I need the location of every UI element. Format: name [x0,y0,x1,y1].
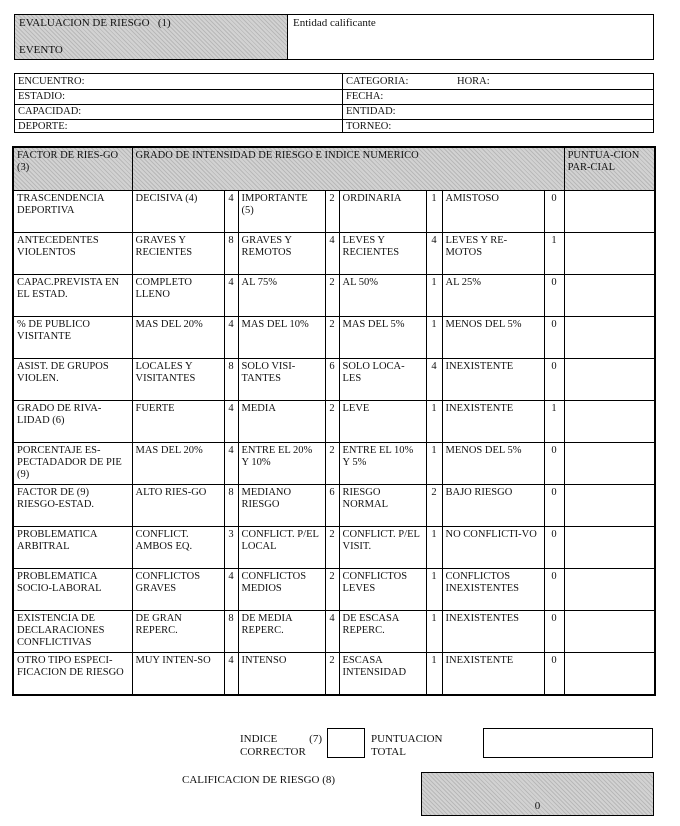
level-a-cell: FUERTE [132,401,224,443]
risk-table [12,146,656,696]
table-row [13,233,655,275]
partial-score-cell[interactable] [564,527,655,569]
level-d-score: 0 [544,275,564,317]
level-b-score: 4 [325,233,339,275]
level-a-score: 8 [224,233,238,275]
level-d-cell: LEVES Y RE-MOTOS [442,233,544,275]
level-d-cell: AL 25% [442,275,544,317]
indice-corrector-input[interactable] [327,728,365,758]
level-a-cell: GRAVES Y RECIENTES [132,233,224,275]
level-b-score: 2 [325,443,339,485]
level-d-score: 0 [544,611,564,653]
torneo-field[interactable]: TORNEO: [346,121,392,132]
level-a-cell: MAS DEL 20% [132,317,224,359]
level-b-cell: CONFLICT. P/EL LOCAL [238,527,325,569]
level-b-score: 2 [325,191,339,233]
table-row [13,527,655,569]
level-d-cell: MENOS DEL 5% [442,317,544,359]
factor-cell: ANTECEDENTES VIOLENTOS [13,233,132,275]
level-c-score: 1 [426,569,442,611]
hora-field[interactable]: HORA: [457,76,490,87]
partial-score-cell[interactable] [564,191,655,233]
level-c-score: 1 [426,443,442,485]
level-a-cell: ALTO RIES-GO [132,485,224,527]
level-c-cell: MAS DEL 5% [339,317,426,359]
table-row [13,611,655,653]
level-d-score: 0 [544,653,564,696]
level-a-score: 8 [224,359,238,401]
header-title-panel [15,15,288,59]
deporte-field[interactable]: DEPORTE: [18,121,68,132]
categoria-field[interactable]: CATEGORIA: [346,76,409,87]
table-row [13,443,655,485]
partial-score-cell[interactable] [564,485,655,527]
level-c-score: 4 [426,359,442,401]
level-a-score: 4 [224,275,238,317]
level-c-cell: ESCASA INTENSIDAD [339,653,426,696]
level-b-cell: MEDIANO RIESGO [238,485,325,527]
level-b-score: 2 [325,317,339,359]
level-c-cell: CONFLICT. P/EL VISIT. [339,527,426,569]
level-c-cell: ORDINARIA [339,191,426,233]
level-d-score: 0 [544,569,564,611]
factor-cell: PROBLEMATICA ARBITRAL [13,527,132,569]
level-d-cell: INEXISTENTES [442,611,544,653]
level-b-score: 2 [325,527,339,569]
factor-cell: PORCENTAJE ES-PECTADADOR DE PIE (9) [13,443,132,485]
factor-cell: PROBLEMATICA SOCIO-LABORAL [13,569,132,611]
level-b-cell: MAS DEL 10% [238,317,325,359]
level-c-score: 1 [426,191,442,233]
level-c-cell: LEVES Y RECIENTES [339,233,426,275]
level-b-score: 2 [325,653,339,696]
level-d-score: 0 [544,317,564,359]
factor-cell: EXISTENCIA DE DECLARACIONES CONFLICTIVAS [13,611,132,653]
level-c-score: 4 [426,233,442,275]
factor-cell: OTRO TIPO ESPECI-FICACION DE RIESGO [13,653,132,696]
event-label: EVENTO [19,44,63,56]
level-c-cell: AL 50% [339,275,426,317]
level-b-cell: CONFLICTOS MEDIOS [238,569,325,611]
level-a-cell: COMPLETO LLENO [132,275,224,317]
level-c-cell: LEVE [339,401,426,443]
partial-score-cell[interactable] [564,611,655,653]
level-d-cell: INEXISTENTE [442,401,544,443]
level-a-score: 4 [224,317,238,359]
level-c-cell: RIESGO NORMAL [339,485,426,527]
level-c-score: 1 [426,275,442,317]
level-b-cell: IMPORTANTE (5) [238,191,325,233]
event-info [14,73,654,133]
level-c-cell: ENTRE EL 10% Y 5% [339,443,426,485]
level-d-cell: INEXISTENTE [442,653,544,696]
level-c-score: 1 [426,317,442,359]
level-d-score: 0 [544,485,564,527]
level-b-score: 2 [325,569,339,611]
level-c-score: 2 [426,485,442,527]
level-c-score: 1 [426,653,442,696]
calificacion-value-box [421,772,654,816]
level-b-score: 6 [325,359,339,401]
level-a-cell: CONFLICTOS GRAVES [132,569,224,611]
level-d-cell: BAJO RIESGO [442,485,544,527]
level-a-cell: CONFLICT. AMBOS EQ. [132,527,224,569]
level-d-score: 1 [544,233,564,275]
factor-cell: ASIST. DE GRUPOS VIOLEN. [13,359,132,401]
level-d-score: 0 [544,359,564,401]
level-a-cell: LOCALES Y VISITANTES [132,359,224,401]
form-title: EVALUACION DE RIESGO (1) [19,17,171,29]
level-a-score: 4 [224,653,238,696]
level-d-score: 1 [544,401,564,443]
partial-score-cell[interactable] [564,569,655,611]
indice-corrector-label: INDICE (7) CORRECTOR [240,733,322,758]
puntuacion-total-input[interactable] [483,728,653,758]
factor-cell: GRADO DE RIVA-LIDAD (6) [13,401,132,443]
score-column-header: PUNTUA-CION PAR-CIAL [564,147,655,191]
level-b-cell: AL 75% [238,275,325,317]
level-c-score: 1 [426,611,442,653]
factor-cell: % DE PUBLICO VISITANTE [13,317,132,359]
level-d-score: 0 [544,191,564,233]
level-a-score: 3 [224,527,238,569]
puntuacion-total-label: PUNTUACION TOTAL [371,733,443,758]
level-b-cell: MEDIA [238,401,325,443]
level-d-cell: INEXISTENTE [442,359,544,401]
factor-cell: TRASCENDENCIA DEPORTIVA [13,191,132,233]
level-a-score: 8 [224,611,238,653]
level-c-cell: DE ESCASA REPERC. [339,611,426,653]
partial-score-cell[interactable] [564,233,655,275]
calificacion-label: CALIFICACION DE RIESGO (8) [182,774,336,786]
partial-score-cell[interactable] [564,401,655,443]
level-d-cell: CONFLICTOS INEXISTENTES [442,569,544,611]
level-d-cell: NO CONFLICTI-VO [442,527,544,569]
level-b-score: 2 [325,401,339,443]
level-d-score: 0 [544,443,564,485]
level-c-score: 1 [426,401,442,443]
estadio-field[interactable]: ESTADIO: [18,91,65,102]
level-b-cell: ENTRE EL 20% Y 10% [238,443,325,485]
level-a-score: 4 [224,569,238,611]
level-b-cell: SOLO VISI-TANTES [238,359,325,401]
level-a-score: 4 [224,443,238,485]
partial-score-cell[interactable] [564,317,655,359]
level-a-cell: DECISIVA (4) [132,191,224,233]
capacidad-field[interactable]: CAPACIDAD: [18,106,82,117]
partial-score-cell[interactable] [564,359,655,401]
entity-label: Entidad calificante [293,17,376,29]
table-row [13,191,655,233]
level-b-score: 4 [325,611,339,653]
level-a-cell: MAS DEL 20% [132,443,224,485]
factor-cell: FACTOR DE (9) RIESGO-ESTAD. [13,485,132,527]
level-b-cell: DE MEDIA REPERC. [238,611,325,653]
fecha-field[interactable]: FECHA: [346,91,384,102]
factor-cell: CAPAC.PREVISTA EN EL ESTAD. [13,275,132,317]
encuentro-field[interactable]: ENCUENTRO: [18,76,85,87]
level-a-score: 4 [224,191,238,233]
level-d-score: 0 [544,527,564,569]
partial-score-cell[interactable] [564,443,655,485]
table-row [13,653,655,696]
level-a-cell: MUY INTEN-SO [132,653,224,696]
intensity-column-header: GRADO DE INTENSIDAD DE RIESGO E INDICE NUMERICO [132,147,564,191]
level-a-cell: DE GRAN REPERC. [132,611,224,653]
factor-column-header: FACTOR DE RIES-GO (3) [13,147,132,191]
level-a-score: 8 [224,485,238,527]
entidad-field[interactable]: ENTIDAD: [346,106,396,117]
level-b-score: 2 [325,275,339,317]
table-row [13,359,655,401]
calificacion-value: 0 [534,800,541,812]
level-d-cell: AMISTOSO [442,191,544,233]
table-row [13,275,655,317]
partial-score-cell[interactable] [564,275,655,317]
table-row [13,485,655,527]
table-row [13,317,655,359]
table-row [13,569,655,611]
level-c-cell: SOLO LOCA-LES [339,359,426,401]
level-d-cell: MENOS DEL 5% [442,443,544,485]
table-row [13,401,655,443]
level-b-cell: GRAVES Y REMOTOS [238,233,325,275]
partial-score-cell[interactable] [564,653,655,696]
level-c-cell: CONFLICTOS LEVES [339,569,426,611]
level-a-score: 4 [224,401,238,443]
form-header [14,14,654,60]
level-c-score: 1 [426,527,442,569]
level-b-score: 6 [325,485,339,527]
level-b-cell: INTENSO [238,653,325,696]
